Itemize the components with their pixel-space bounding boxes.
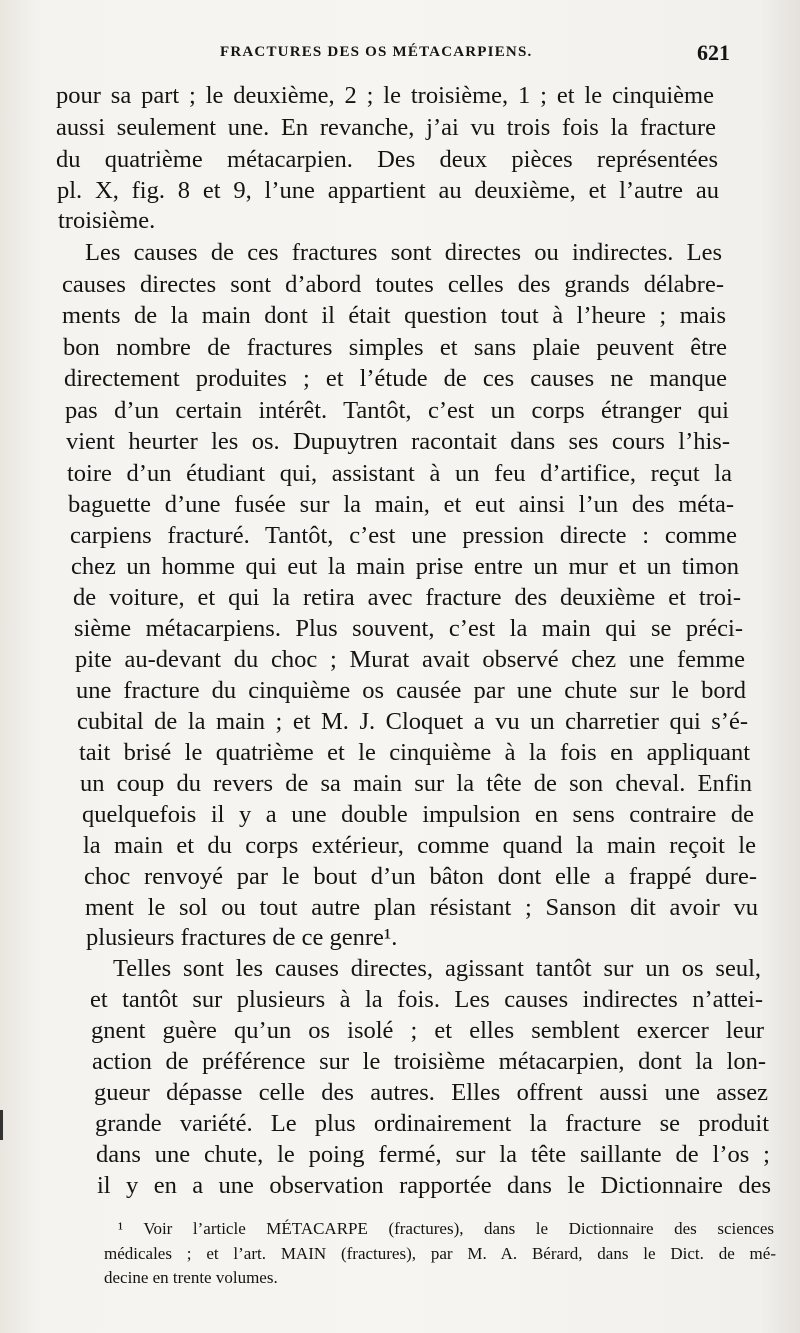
text-line: du quatrième métacarpien. Des deux pièces représentées [56, 146, 718, 173]
text-line: ment le sol ou tout autre plan résistant ; Sanson dit avoir vu [85, 894, 758, 921]
text-line: grande variété. Le plus ordinairement la fracture se produit [95, 1110, 769, 1137]
text-line: pour sa part ; le deuxième, 2 ; le troisième, 1 ; et le cinquième [56, 82, 714, 109]
text-line: de voiture, et qui la retira avec fracture des deuxième et troi- [73, 584, 741, 611]
page-number: 621 [697, 40, 730, 65]
footnote-line: ¹ Voir l’article MÉTACARPE (fractures), dans le Dictionnaire des sciences [118, 1219, 774, 1238]
text-line: une fracture du cinquième os causée par une chute sur le bord [76, 677, 746, 704]
text-line: et tantôt sur plusieurs à la fois. Les causes indirectes n’attei- [90, 986, 763, 1013]
text-line: choc renvoyé par le bout d’un bâton dont elle a frappé dure- [84, 863, 757, 890]
text-line: pas d’un certain intérêt. Tantôt, c’est un corps étranger qui [65, 397, 729, 424]
text-line: Telles sont les causes directes, agissant tantôt sur un os seul, [113, 955, 761, 982]
text-line: quelquefois il y a une double impulsion en sens contraire de [82, 801, 754, 828]
text-line: Les causes de ces fractures sont directes ou indirectes. Les [85, 239, 722, 266]
text-line: tait brisé le quatrième et le cinquième à la fois en appliquant [79, 739, 750, 766]
text-line: baguette d’une fusée sur la main, et eut ainsi l’un des méta- [68, 491, 734, 518]
footnote-line: médicales ; et l’art. MAIN (fractures), par M. A. Bérard, dans le Dict. de mé- [104, 1244, 776, 1263]
text-line: directement produites ; et l’étude de ces causes ne manque [64, 365, 727, 392]
running-title: FRACTURES DES OS MÉTACARPIENS. [220, 44, 533, 60]
text-line: cubital de la main ; et M. J. Cloquet a vu un charretier qui s’é- [77, 708, 748, 735]
text-line: action de préférence sur le troisième métacarpien, dont la lon- [92, 1048, 766, 1075]
text-line: plusieurs fractures de ce genre¹. [86, 924, 398, 951]
text-line: pite au-devant du choc ; Murat avait observé chez une femme [75, 646, 745, 673]
text-line: la main et du corps extérieur, comme quand la main reçoit le [83, 832, 756, 859]
text-line: sième métacarpiens. Plus souvent, c’est la main qui se préci- [74, 615, 743, 642]
text-line: troisième. [58, 207, 156, 234]
text-line: toire d’un étudiant qui, assistant à un feu d’artifice, reçut la [67, 460, 732, 487]
footnote-line: decine en trente volumes. [104, 1268, 278, 1287]
text-line: causes directes sont d’abord toutes celles des grands délabre- [62, 271, 724, 298]
page-header [210, 40, 730, 72]
text-line: bon nombre de fractures simples et sans plaie peuvent être [63, 334, 727, 361]
text-line: un coup du revers de sa main sur la tête de son cheval. Enfin [80, 770, 752, 797]
text-line: dans une chute, le poing fermé, sur la tête saillante de l’os ; [96, 1141, 770, 1168]
text-line: pl. X, fig. 8 et 9, l’une appartient au deuxième, et l’autre au [57, 177, 719, 204]
text-line: gueur dépasse celle des autres. Elles offrent aussi une assez [94, 1079, 768, 1106]
margin-mark [0, 1110, 3, 1140]
text-line: vient heurter les os. Dupuytren racontait dans ses cours l’his- [66, 428, 730, 455]
text-line: ments de la main dont il était question tout à l’heure ; mais [62, 302, 726, 329]
text-line: chez un homme qui eut la main prise entre un mur et un timon [71, 553, 739, 580]
text-line: carpiens fracturé. Tantôt, c’est une pression directe : comme [70, 522, 737, 549]
text-line: gnent guère qu’un os isolé ; et elles semblent exercer leur [91, 1017, 764, 1044]
text-line: aussi seulement une. En revanche, j’ai vu trois fois la fracture [56, 114, 716, 141]
text-line: il y en a une observation rapportée dans le Dictionnaire des [97, 1172, 771, 1199]
